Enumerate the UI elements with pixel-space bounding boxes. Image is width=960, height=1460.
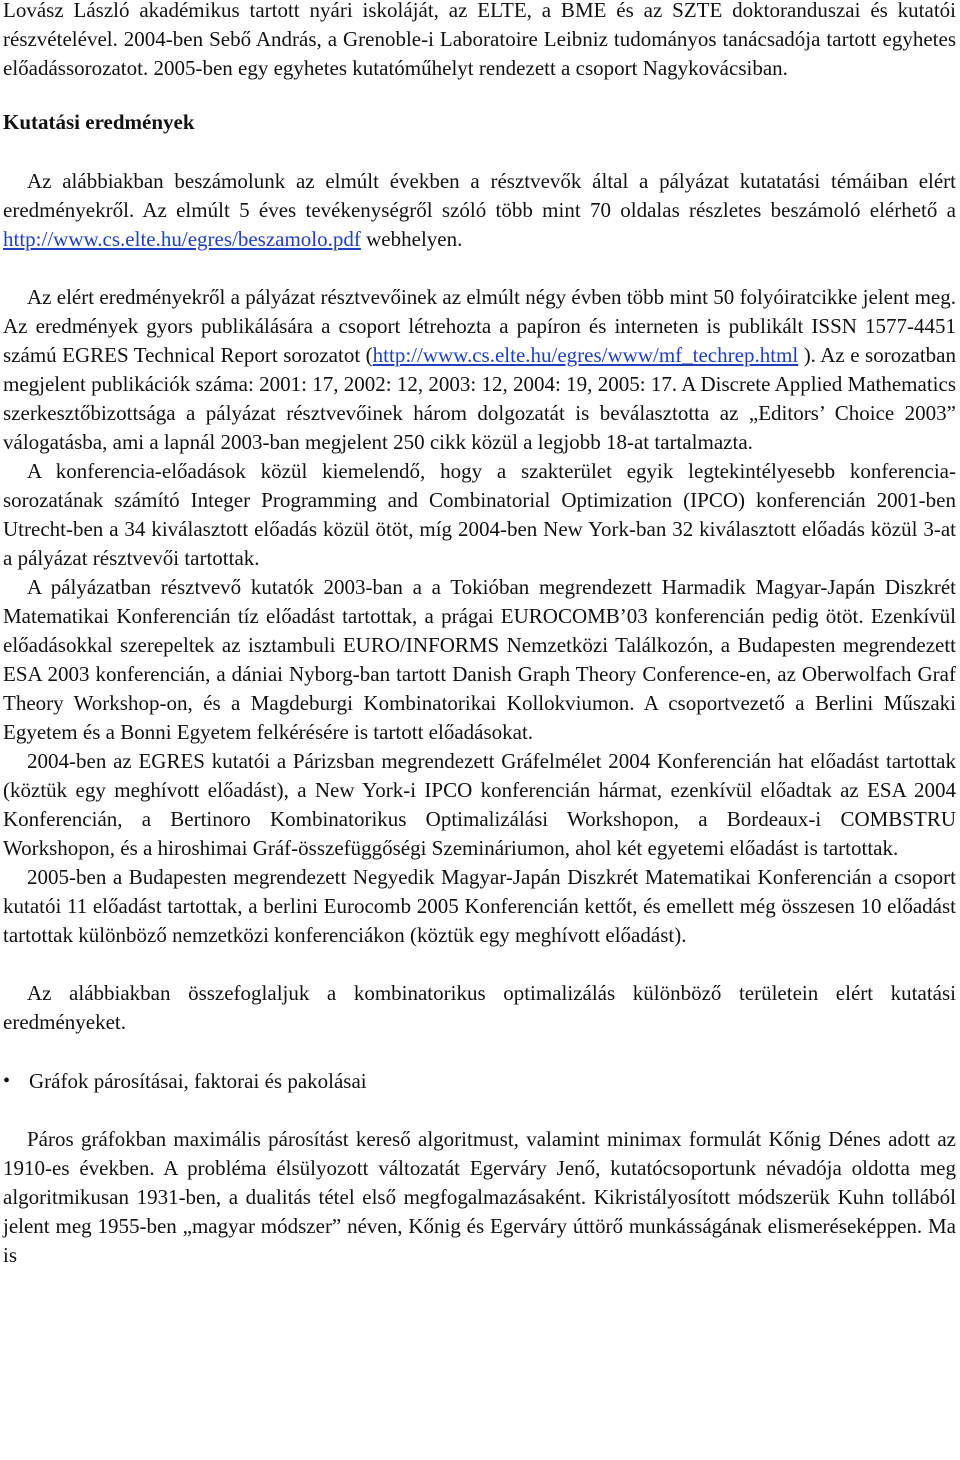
paragraph-intro: Lovász László akadémikus tartott nyári iskoláját, az ELTE, a BME és az SZTE doktoranduszai és kutatói részvételével. 2004-ben Sebő András, a Grenoble-i Laboratoire Leibniz tudományos tanácsadója tartott egyhetes előadássorozatot. 2005-ben egy egyhetes kutatóműhelyt rendezett a csoport Nagykovácsiban. xyxy=(3,0,956,80)
techreport-link[interactable]: http://www.cs.elte.hu/egres/www/mf_techrep.html xyxy=(372,343,799,367)
report-link[interactable]: http://www.cs.elte.hu/egres/beszamolo.pdf xyxy=(3,227,361,251)
paragraph-results-text-1: Az alábbiakban beszámolunk az elmúlt években a résztvevők által a pályázat kutatatási témáiban elért eredményekről. Az elmúlt 5 éves tevékenységről szóló több mint 70 oldalas részletes beszámoló elérhető a xyxy=(3,169,956,222)
bullet-text: Gráfok párosításai, faktorai és pakolásai xyxy=(29,1069,367,1093)
paragraph-summary: Az alábbiakban összefoglaljuk a kombinatorikus optimalizálás különböző területein elért kutatási eredményeket. xyxy=(3,981,956,1034)
paragraph-publications xyxy=(3,283,956,457)
paragraph-publications-text-1: Az elért eredményekről a pályázat résztvevőinek az elmúlt négy évben több mint 50 folyóiratcikke jelent meg. Az eredmények gyors publikálására a csoport létrehozta a papíron és interneten is publikált ISSN 1577-4451 számú EGRES Technical Report sorozatot ( xyxy=(3,285,956,367)
paragraph-publications-text-2: ). Az e sorozatban megjelent publikációk száma: 2001: 17, 2002: 12, 2003: 12, 2004: 19, 2005: 17. A Discrete Applied Mathematics szerkesztőbizottsága a pályázat résztvevőinek három dolgozatát is beválasztotta az „Editors’ Choice 2003” válogatásba, ami a lapnál 2003-ban megjelent 250 cikk közül a legjobb 18-at tartalmazta. xyxy=(3,343,957,454)
paragraph-results xyxy=(3,167,956,254)
section-heading: Kutatási eredmények xyxy=(3,110,195,134)
bullet-item xyxy=(3,1067,956,1096)
bullet-icon: • xyxy=(3,1070,11,1092)
paragraph-matching: Páros gráfokban maximális párosítást kereső algoritmust, valamint minimax formulát Kőnig Dénes adott az 1910-es években. A probléma élsülyozott változatát Egerváry Jenő, kutatócsoportunk névadója oldotta meg algoritmikusan 1931-ben, a dualitás tétel első megfogalmazásaként. Kikristályosított módszerük Kuhn tollából jelent meg 1955-ben „magyar módszer” néven, Kőnig és Egerváry úttörő munkásságának elismeréseképpen. Ma is xyxy=(3,1127,956,1267)
paragraph-2003: A pályázatban résztvevő kutatók 2003-ban a a Tokióban megrendezett Harmadik Magyar-Japán Diszkrét Matematikai Konferencián tíz előadást tartottak, a prágai EUROCOMB’03 konferencián pedig ötöt. Ezenkívül előadásokkal szerepeltek az isztambuli EURO/INFORMS Nemzetközi Találkozón, a Budapesten megrendezett ESA 2003 konferencián, a dániai Nyborg-ban tartott Danish Graph Theory Conference-en, az Oberwolfach Graf Theory Workshop-on, és a Magdeburgi Kombinatorikai Kollokviumon. A csoportvezető a Berlini Műszaki Egyetem és a Bonni Egyetem felkérésére is tartott előadásokat. xyxy=(3,575,956,744)
paragraph-2005: 2005-ben a Budapesten megrendezett Negyedik Magyar-Japán Diszkrét Matematikai Konferencián a csoport kutatói 11 előadást tartottak, a berlini Eurocomb 2005 Konferencián kettőt, és emellett még összesen 10 előadást tartottak különböző nemzetközi konferenciákon (köztük egy meghívott előadást). xyxy=(3,865,956,947)
paragraph-ipco: A konferencia-előadások közül kiemelendő, hogy a szakterület egyik legtekintélyesebb konferencia-sorozatának számító Integer Programming and Combinatorial Optimization (IPCO) konferencián 2001-ben Utrecht-ben a 34 kiválasztott előadás közül ötöt, míg 2004-ben New York-ban 32 kiválasztott előadás közül 3-at a pályázat résztvevői tartottak. xyxy=(3,459,956,570)
paragraph-results-text-2: webhelyen. xyxy=(360,227,463,251)
paragraph-2004: 2004-ben az EGRES kutatói a Párizsban megrendezett Gráfelmélet 2004 Konferencián hat előadást tartottak (köztük egy meghívott előadást), a New York-i IPCO konferencián hármat, ezenkívül előadtak az ESA 2004 Konferencián, a Bertinoro Kombinatorikus Optimalizálási Workshopon, a Bordeaux-i COMBSTRU Workshopon, és a hiroshimai Gráf-összefüggőségi Szemináriumon, ahol két egyetemi előadást is tartottak. xyxy=(3,749,956,860)
